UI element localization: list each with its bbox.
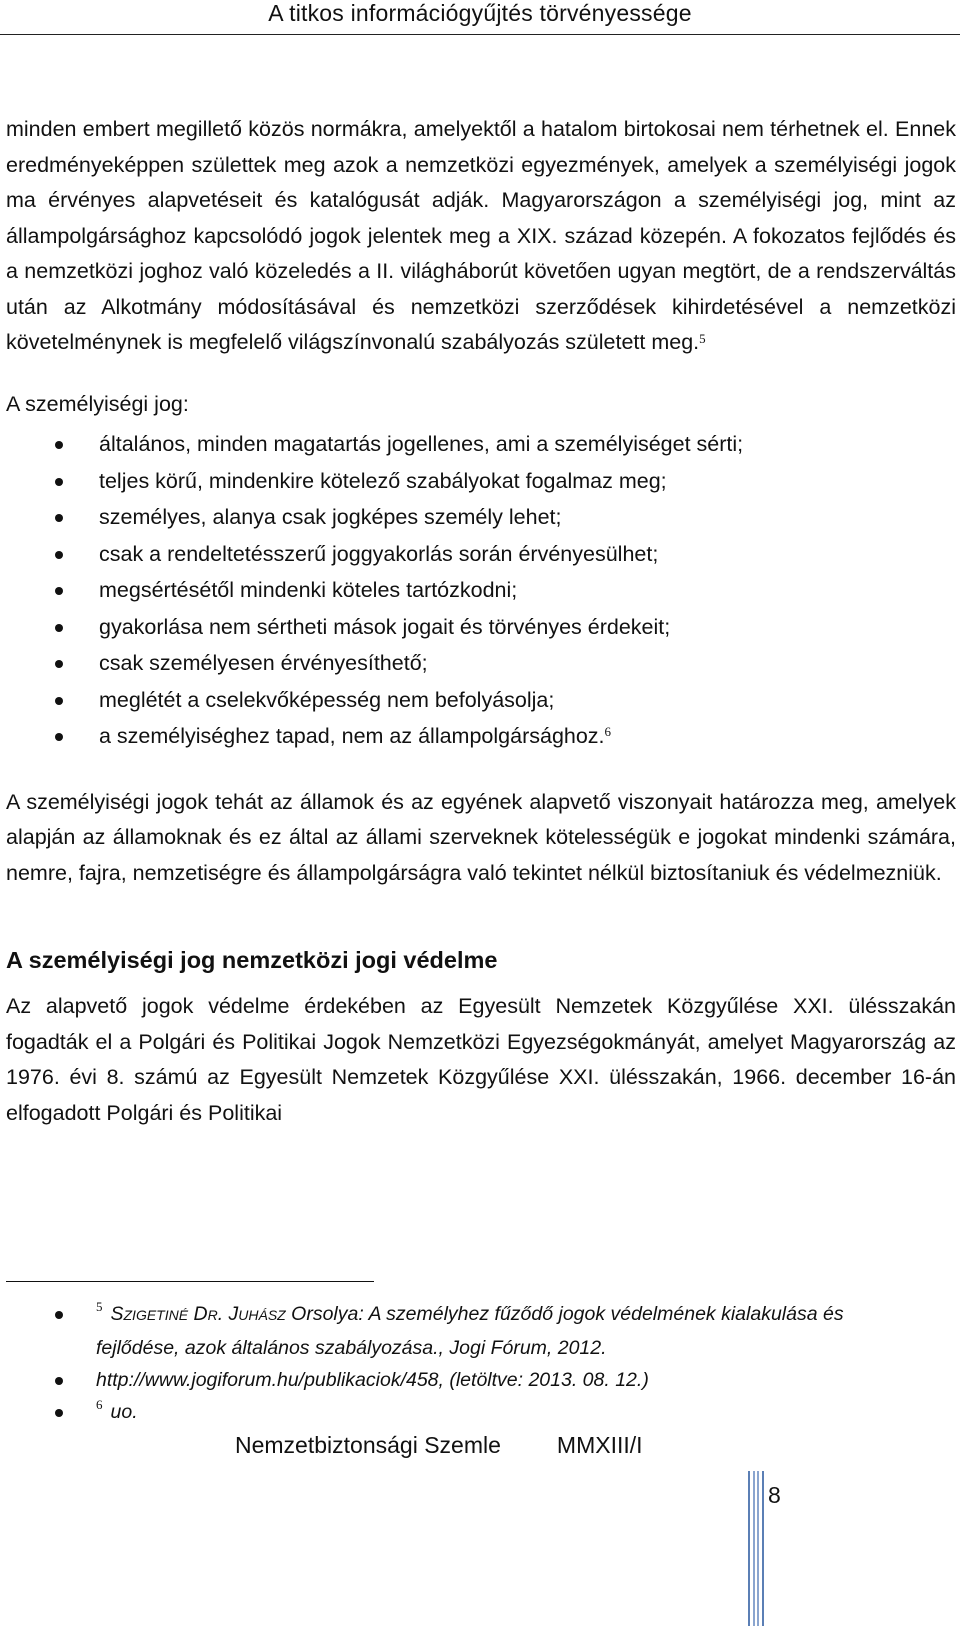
footnote-link[interactable]: http://www.jogiforum.hu/publikaciok/458, (letöltve: 2013. 08. 12.) [96, 1369, 649, 1391]
paragraph-summary: A személyiségi jogok tehát az államok és az egyének alapvető viszonyait határozza meg, amelyek alapján az államoknak és ez által az állami szerveknek kötelességük e jogokat mindenki számára, nemre, fajra, nemzetiségre és állampolgárságra való tekintet nélkül biztosítaniuk és védelmezniük. [6, 789, 956, 885]
paragraph-section: Az alapvető jogok védelme érdekében az Egyesült Nemzetek Közgyűlése XXI. ülésszakán fogadták el a Polgári és Politikai Jogok Nemzetközi Egyezségokmányát, amelyet Magyarország az 1976. évi 8. számú az Egyesült Nemzetek Közgyűlése XXI. ülésszakán, 1966. december 16-án elfogadott Polgári és Politikai [6, 994, 956, 1125]
bullet-icon [55, 478, 63, 486]
footnote-text: uo. [110, 1401, 138, 1423]
page-body [6, 112, 956, 1131]
footnote-author: Szigetiné [110, 1303, 189, 1325]
bullet-icon [55, 441, 63, 449]
list-item-text: általános, minden magatartás jogellenes, ami a személyiséget sérti; [99, 432, 744, 456]
bullet-icon [55, 1311, 63, 1319]
footnote-ref-5[interactable]: 5 [699, 331, 706, 346]
list-item [6, 645, 956, 682]
page-footer [235, 1430, 643, 1460]
footnote-separator [6, 1281, 374, 1282]
list-item [6, 718, 956, 755]
bullet-icon [55, 733, 63, 741]
section-heading: A személyiségi jog nemzetközi jogi védelme [6, 947, 498, 973]
issue-number: MMXIII/I [556, 1432, 643, 1458]
list-item-text: a személyiséghez tapad, nem az állampolgársághoz. [99, 724, 605, 748]
list-item [6, 499, 956, 536]
footnote-mark: 6 [96, 1397, 103, 1412]
list-lead: A személyiségi jog: [6, 391, 189, 416]
footnote-5 [6, 1298, 916, 1364]
rights-list [6, 426, 956, 755]
list-item-text: megsértésétől mindenki köteles tartózkodni; [99, 578, 518, 602]
list-item [6, 572, 956, 609]
header-title: A titkos információgyűjtés törvényessége [268, 0, 692, 26]
paragraph-intro [6, 112, 956, 361]
list-item-text: csak a rendeltetésszerű joggyakorlás során érvényesülhet; [99, 541, 659, 566]
running-header [0, 0, 960, 35]
footnote-text: Orsolya: A személyhez fűződő jogok védelmének kialakulása és fejlődése, azok általános szabályozása., Jogi Fórum, 2012. [96, 1303, 844, 1359]
journal-name: Nemzetbiztonsági Szemle [235, 1432, 501, 1458]
page-number: 8 [768, 1482, 781, 1508]
paragraph-intro-text: minden embert megillető közös normákra, amelyektől a hatalom birtokosai nem térhetnek el. Ennek eredményeképpen születtek meg azok a nemzetközi egyezmények, amelyek a személyiségi jogok ma érvényes alapvetéseit és katalógusát adják. Magyarországon a személyiségi jog, mint az állampolgársághoz kapcsolódó jogok jelentek meg a XIX. század közepén. A fokozatos fejlődés és a nemzetközi joghoz való közeledés a II. világháborút követően ugyan megtört, de a rendszerváltás után az Alkotmány módosításával és nemzetközi szerződések kihirdetésével a nemzetközi követelménynek is megfelelő világszínvonalú szabályozás született meg. [6, 117, 956, 354]
list-item [6, 463, 956, 500]
page-number-bar [748, 1471, 764, 1626]
footnote-author: Dr. Juhász [193, 1303, 286, 1325]
bullet-icon [55, 697, 63, 705]
bullet-icon [55, 587, 63, 595]
footnote-list [6, 1298, 916, 1430]
list-item-text: gyakorlása nem sértheti mások jogait és törvényes érdekeit; [99, 614, 671, 639]
list-item-text: csak személyesen érvényesíthető; [99, 651, 428, 675]
list-item-text: teljes körű, mindenkire kötelező szabályokat fogalmaz meg; [99, 468, 667, 493]
footnote-6 [6, 1396, 916, 1430]
list-item [6, 536, 956, 573]
bullet-icon [55, 660, 63, 668]
footnote-url [6, 1364, 916, 1396]
footnote-ref-6[interactable]: 6 [604, 724, 612, 739]
list-item [6, 609, 956, 646]
bullet-icon [55, 551, 63, 559]
list-item [6, 426, 956, 463]
bullet-icon [55, 624, 63, 632]
footnote-mark: 5 [96, 1299, 103, 1314]
bullet-icon [55, 1409, 63, 1417]
list-item-text: személyes, alanya csak jogképes személy lehet; [99, 505, 562, 529]
list-item-text: meglétét a cselekvőképesség nem befolyásolja; [99, 687, 555, 712]
list-item [6, 682, 956, 719]
bullet-icon [55, 514, 63, 522]
bullet-icon [55, 1377, 63, 1385]
